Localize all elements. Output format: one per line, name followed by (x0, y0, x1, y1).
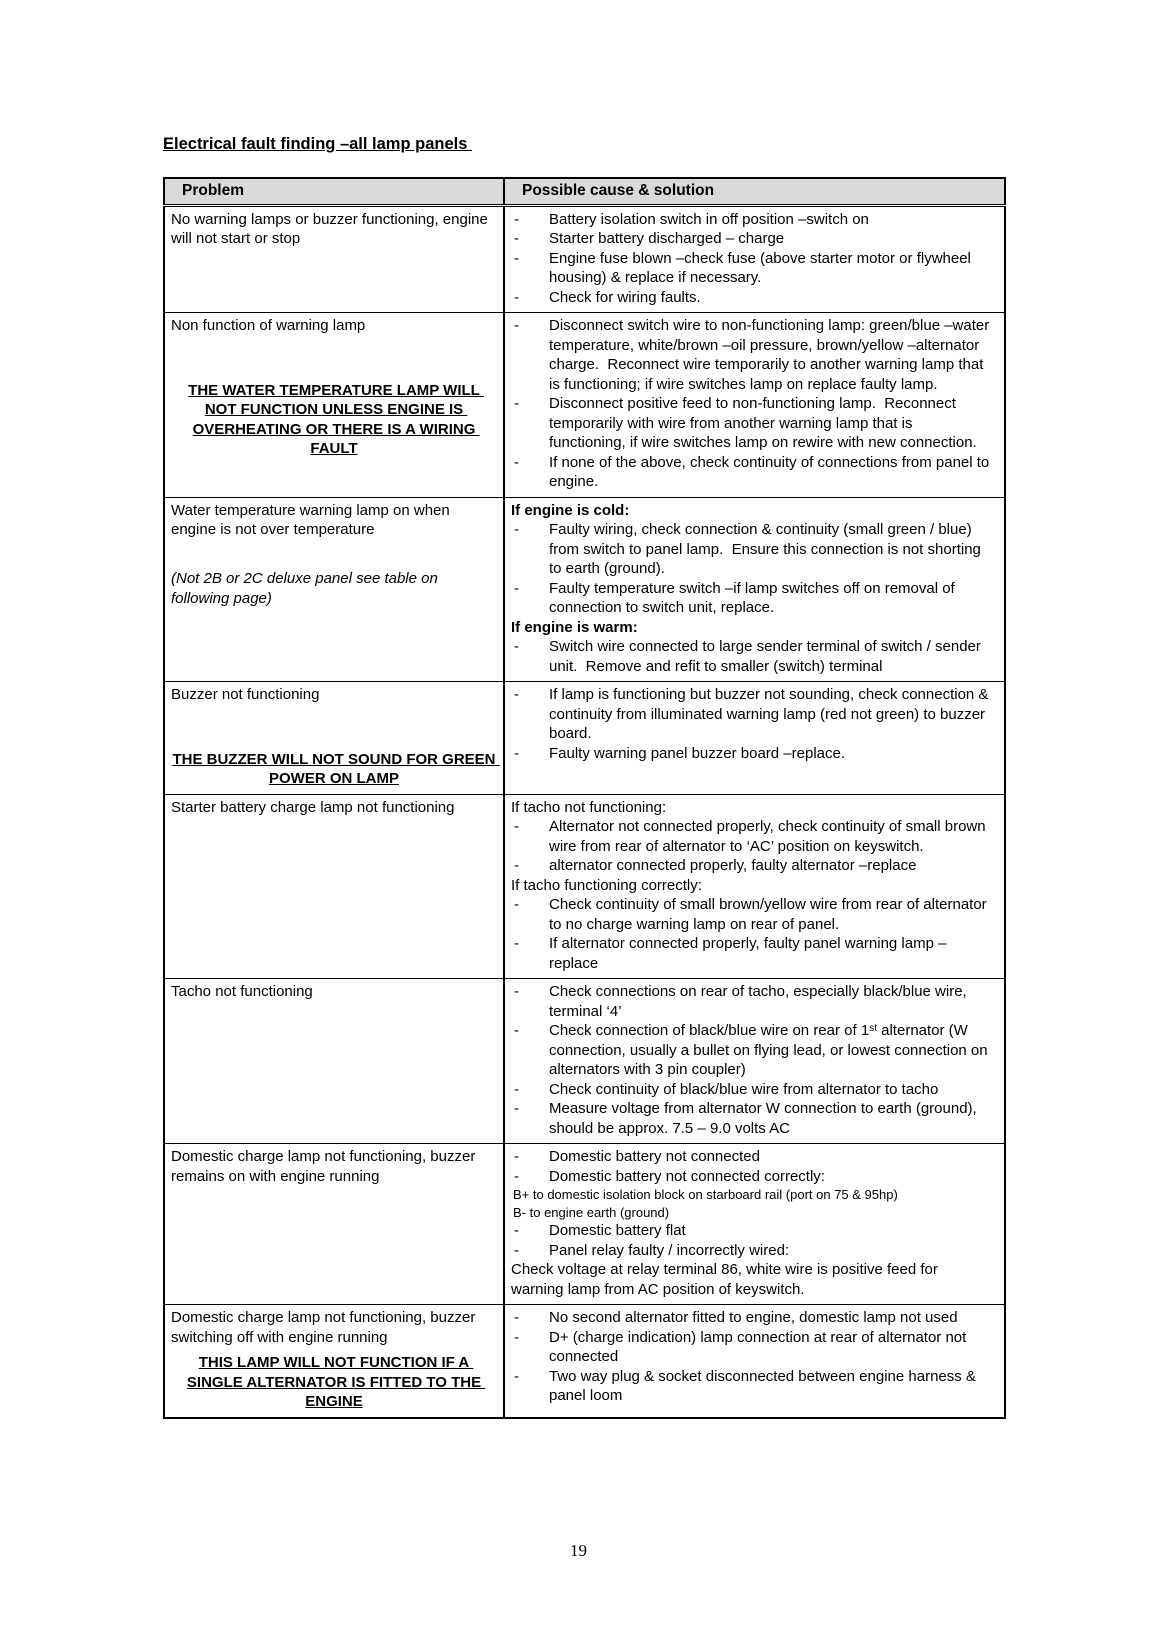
problem-cell (164, 979, 504, 1144)
bullet-text: alternator connected properly, faulty alternator –replace (549, 857, 917, 874)
cause-bullet (511, 1021, 990, 1080)
bullet-text: Domestic battery flat (549, 1222, 686, 1239)
bullet-text: Domestic battery not connected (549, 1148, 760, 1165)
cause-bullet (511, 453, 994, 492)
table-header-row (164, 178, 1005, 205)
cause-bullet (511, 817, 990, 856)
bullet-text: Starter battery discharged – charge (549, 230, 785, 247)
bullet-dash: - (514, 1328, 519, 1346)
problem-cell (164, 497, 504, 682)
table-row (164, 205, 1005, 313)
table-row (164, 1305, 1005, 1418)
table-header-problem: Problem (164, 178, 504, 205)
problem-cell (164, 682, 504, 795)
table-row (164, 313, 1005, 498)
bullet-text: Disconnect switch wire to non-functioning lamp: green/blue –water temperature, white/brown –oil pressure, brown/yellow –alternator charge. Reconnect wire temporarily to another warning lamp that is functioning; if wire switches lamp on replace faulty lamp. (549, 317, 994, 393)
problem-text: Buzzer not functioning (171, 686, 320, 703)
bullet-text: If none of the above, check continuity of connections from panel to engine. (549, 453, 994, 490)
problem-cell (164, 313, 504, 498)
spacer (171, 540, 497, 560)
bullet-dash: - (514, 210, 519, 228)
bullet-dash: - (514, 1022, 519, 1039)
bullet-text: Switch wire connected to large sender terminal of switch / sender unit. Remove and refit to smaller (switch) terminal (549, 638, 986, 675)
cause-bold-heading: If engine is cold: (511, 501, 630, 519)
cause-bullet (511, 249, 990, 288)
bullet-dash: - (514, 818, 519, 835)
bullet-dash: - (514, 1241, 519, 1259)
bullet-text: Faulty warning panel buzzer board –replace. (549, 744, 846, 762)
cause-bullet (511, 934, 990, 973)
bullet-dash: - (514, 1100, 519, 1117)
cause-small-text: B+ to domestic isolation block on starboard rail (port on 75 & 95hp) (513, 1187, 898, 1202)
cause-cell (504, 682, 1005, 795)
problem-cell (164, 1144, 504, 1305)
page-content (163, 135, 1004, 1419)
table-row (164, 497, 1005, 682)
cause-bullet (511, 895, 990, 934)
cause-bullet (511, 856, 990, 876)
bullet-text: No second alternator fitted to engine, domestic lamp not used (549, 1309, 958, 1326)
spacer (171, 336, 497, 356)
cause-bullet (511, 316, 994, 394)
italic-note: (Not 2B or 2C deluxe panel see table on following page) (171, 570, 443, 607)
bullet-dash: - (514, 1080, 519, 1098)
cause-bullet (511, 1328, 990, 1367)
cause-cell (504, 1305, 1005, 1418)
cause-bullet (511, 744, 990, 764)
spacer (171, 705, 497, 725)
table-row (164, 979, 1005, 1144)
bullet-text: Faulty temperature switch –if lamp switches off on removal of connection to switch unit, replace. (549, 579, 959, 616)
cause-plain-text: Check voltage at relay terminal 86, white wire is positive feed for warning lamp from AC position of keyswitch. (511, 1261, 943, 1298)
bullet-text: Domestic battery not connected correctly: (549, 1167, 825, 1185)
warning-note: THE BUZZER WILL NOT SOUND FOR GREEN POWER ON LAMP (172, 750, 500, 787)
bullet-text: Battery isolation switch in off position –switch on (549, 210, 869, 228)
bullet-text (549, 1021, 990, 1080)
cause-bullet (511, 520, 990, 579)
problem-cell (164, 205, 504, 313)
cause-bullet (511, 1308, 990, 1328)
table-header-cause: Possible cause & solution (504, 178, 1005, 205)
text-part: alternator (W connection, usually a bullet on flying lead, or lowest connection on alternators with 3 pin coupler) (549, 1022, 992, 1078)
cause-heading: If tacho functioning correctly: (511, 876, 702, 894)
cause-small-text: B- to engine earth (ground) (513, 1204, 670, 1220)
bullet-dash: - (514, 744, 519, 762)
cause-bullet (511, 288, 990, 308)
bullet-dash: - (514, 1222, 519, 1239)
bullet-dash: - (514, 249, 519, 267)
problem-text: Non function of warning lamp (171, 317, 366, 334)
superscript-text: st (869, 1022, 877, 1034)
cause-bullet (511, 229, 990, 249)
problem-cell (164, 794, 504, 979)
cause-bullet (511, 1221, 990, 1241)
bullet-dash: - (514, 317, 519, 334)
cause-bullet (511, 579, 990, 618)
bullet-text: Measure voltage from alternator W connection to earth (ground), should be approx. 7.5 – 9.0 volts AC (549, 1100, 981, 1137)
bullet-dash: - (514, 288, 519, 306)
bullet-dash: - (514, 395, 519, 412)
cause-bullet (511, 210, 990, 230)
bullet-text: Faulty wiring, check connection & continuity (small green / blue) from switch to panel lamp. Ensure this connection is not shorting to earth (ground). (549, 521, 986, 577)
cause-cell (504, 979, 1005, 1144)
bullet-dash: - (514, 1167, 519, 1185)
cause-cell (504, 794, 1005, 979)
problem-text: Domestic charge lamp not functioning, buzzer remains on with engine running (171, 1148, 480, 1185)
page-title: Electrical fault finding –all lamp panels (163, 135, 472, 153)
bullet-dash: - (514, 686, 519, 703)
bullet-text: Alternator not connected properly, check continuity of small brown wire from rear of alternator to ‘AC’ position on keyswitch. (549, 818, 990, 855)
table-row (164, 794, 1005, 979)
bullet-text: If alternator connected properly, faulty panel warning lamp –replace (549, 935, 947, 972)
table-row (164, 682, 1005, 795)
fault-table-body (164, 205, 1005, 1418)
bullet-dash: - (514, 1148, 519, 1165)
bullet-text: Check for wiring faults. (549, 288, 701, 306)
warning-note: THIS LAMP WILL NOT FUNCTION IF A SINGLE ALTERNATOR IS FITTED TO THE ENGINE (186, 1354, 486, 1410)
text-part: Check connection of black/blue wire on rear of 1 (549, 1022, 870, 1039)
problem-text: No warning lamps or buzzer functioning, engine will not start or stop (171, 210, 493, 247)
bullet-text: Engine fuse blown –check fuse (above starter motor or flywheel housing) & replace if necessary. (549, 249, 976, 286)
cause-bullet (511, 685, 993, 744)
problem-text: Water temperature warning lamp on when engine is not over temperature (171, 501, 454, 538)
problem-cell (164, 1305, 504, 1418)
cause-heading: If tacho not functioning: (511, 798, 667, 816)
cause-bullet (511, 1099, 990, 1138)
cause-bullet (511, 1241, 990, 1261)
bullet-dash: - (514, 579, 519, 597)
cause-cell (504, 497, 1005, 682)
cause-bold-heading: If engine is warm: (511, 618, 638, 636)
problem-text: Domestic charge lamp not functioning, buzzer switching off with engine running (171, 1309, 480, 1346)
bullet-dash: - (514, 857, 519, 874)
bullet-dash: - (514, 1367, 519, 1385)
spacer (171, 724, 497, 744)
bullet-text: Check continuity of black/blue wire from alternator to tacho (549, 1080, 939, 1098)
cause-cell (504, 1144, 1005, 1305)
bullet-dash: - (514, 1309, 519, 1326)
cause-cell (504, 205, 1005, 313)
cause-bullet (511, 1167, 990, 1187)
bullet-dash: - (514, 896, 519, 913)
bullet-dash: - (514, 638, 519, 655)
bullet-text: Check continuity of small brown/yellow wire from rear of alternator to no charge warning lamp on rear of panel. (549, 896, 991, 933)
spacer (171, 355, 497, 375)
bullet-dash: - (514, 453, 519, 471)
cause-bullet (511, 637, 990, 676)
problem-text: Tacho not functioning (171, 983, 313, 1000)
bullet-text: Disconnect positive feed to non-functioning lamp. Reconnect temporarily with wire from another warning lamp that is functioning, if wire switches lamp on rewire with new connection. (549, 395, 977, 451)
bullet-dash: - (514, 521, 519, 538)
fault-table (163, 177, 1006, 1419)
bullet-text: Check connections on rear of tacho, especially black/blue wire, terminal ‘4’ (549, 983, 971, 1020)
bullet-text: Panel relay faulty / incorrectly wired: (549, 1241, 790, 1259)
bullet-text: Two way plug & socket disconnected between engine harness & panel loom (549, 1367, 981, 1404)
page-number: 19 (570, 1541, 587, 1560)
bullet-dash: - (514, 983, 519, 1000)
table-row (164, 1144, 1005, 1305)
cause-bullet (511, 1367, 990, 1406)
cause-bullet (511, 982, 990, 1021)
problem-text: Starter battery charge lamp not functioning (171, 798, 455, 816)
cause-bullet (511, 394, 990, 453)
bullet-dash: - (514, 935, 519, 952)
cause-bullet (511, 1080, 990, 1100)
cause-bullet (511, 1147, 990, 1167)
cause-cell (504, 313, 1005, 498)
bullet-dash: - (514, 230, 519, 247)
warning-note: THE WATER TEMPERATURE LAMP WILL NOT FUNCTION UNLESS ENGINE IS OVERHEATING OR THERE IS A WIRING FAULT (188, 381, 484, 457)
bullet-text: If lamp is functioning but buzzer not sounding, check connection & continuity from illuminated warning lamp (red not green) to buzzer board. (549, 686, 993, 742)
bullet-text: D+ (charge indication) lamp connection at rear of alternator not connected (549, 1328, 971, 1365)
